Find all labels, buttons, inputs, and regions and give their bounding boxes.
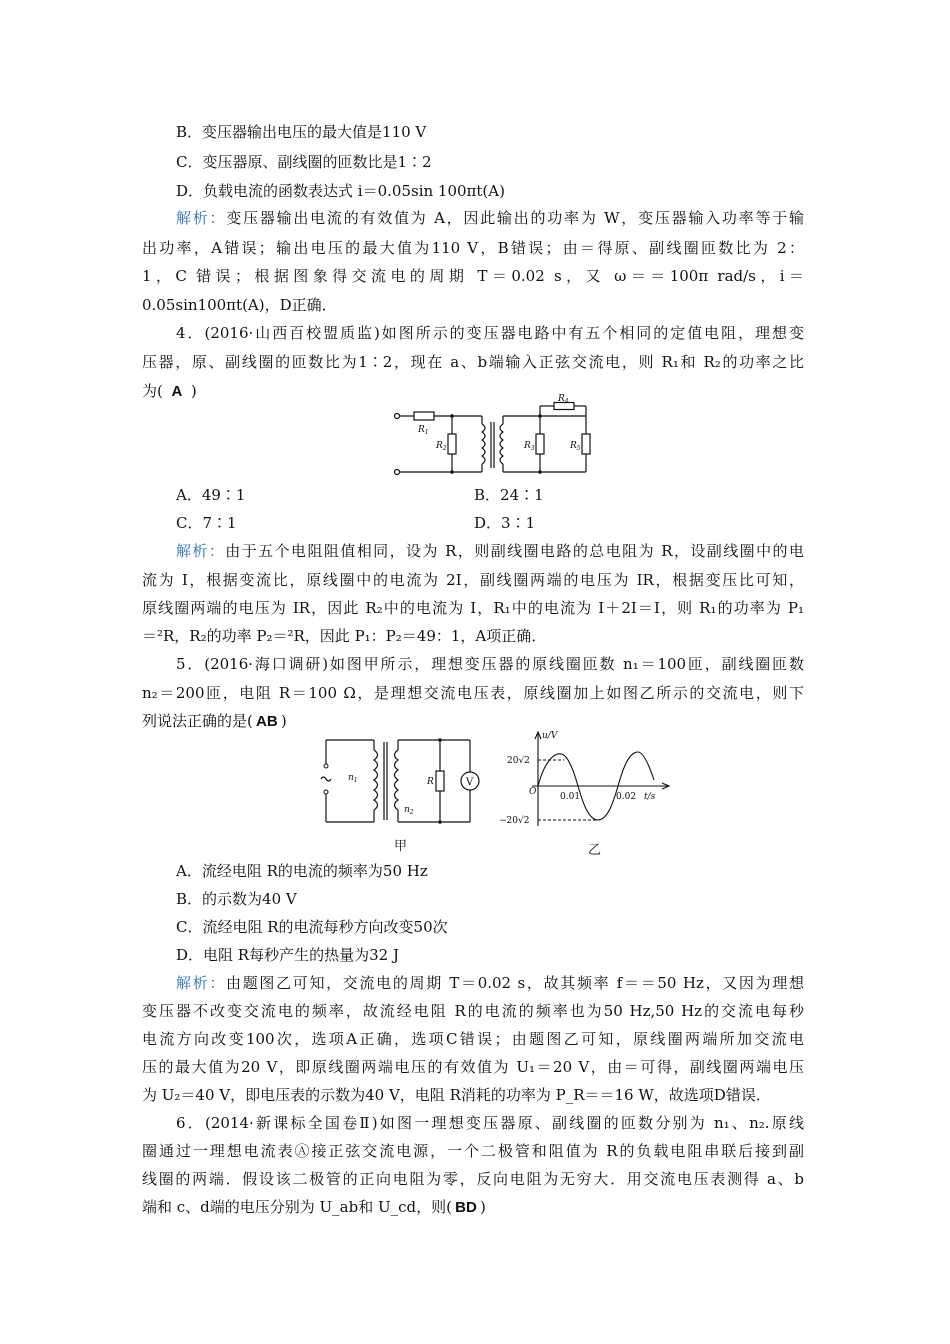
q3-option-b: B．变压器输出电压的最大值是110 V (176, 123, 427, 141)
label-r5: $R_5$ (570, 441, 581, 452)
q6-stem-line-4: 端和 c、d端的电压分别为 U_ab和 U_cd，则( BD ) (142, 1198, 486, 1216)
q5-answer: AB (256, 713, 278, 730)
q3-option-d: D．负载电流的函数表达式 i＝0.05sin 100πt(A) (176, 182, 505, 200)
q5-figure-yi-graph (498, 728, 676, 828)
q5-solution-line-2: 变压器不改变交流电的频率，故流经电阻 R的电流的频率也为50 Hz,50 Hz的交流电每秒 (142, 1002, 804, 1020)
q3-solution-line-3: 1，C 错误；根据图象得交流电的周期 T＝0.02 s，又 ω＝＝100π rad/s，i＝ (142, 267, 804, 285)
q4-solution-line-1: 解析：由于五个电阻阻值相同，设为 R，则副线圈电路的总电阻为 R，设副线圈中的电 (176, 542, 804, 560)
q5-option-b: B．的示数为40 V (176, 890, 297, 908)
y-tick-bottom: −20√2 (499, 816, 530, 826)
q5-solution-line-1: 解析：由题图乙可知，交流电的周期 T＝0.02 s，故其频率 f＝＝50 Hz，又因为理想 (176, 974, 804, 992)
q3-solution-line-4: 0.05sin100πt(A)，D正确． (142, 296, 337, 314)
voltmeter-label: V (466, 777, 474, 788)
q4-circuit-diagram (390, 394, 600, 478)
label-r4: $R_4$ (558, 394, 569, 405)
q5-stem-line-3: 列说法正确的是( AB ) (142, 712, 287, 730)
x-tick-2: 0.02 (616, 792, 637, 802)
q5-caption-yi: 乙 (588, 843, 602, 858)
q4-option-a: A．49∶1 (176, 486, 246, 504)
q5-solution-line-4: 压的最大值为20 V，即原线圈两端电压的有效值为 U₁＝20 V，由＝可得，副线圈两端电压 (142, 1058, 804, 1076)
x-tick-1: 0.01 (560, 792, 581, 802)
q6-stem-line-2: 圈通过一理想电流表Ⓐ接正弦交流电源，一个二极管和阻值为 R的负载电阻串联后接到副 (142, 1142, 804, 1160)
q5-stem-line-1: 5．(2016·海口调研)如图甲所示，理想变压器的原线圈匝数 n₁＝100匝，副线圈匝数 (176, 655, 804, 673)
q6-stem-line-3: 线圈的两端．假设该二极管的正向电阻为零，反向电阻为无穷大．用交流电压表测得 a、b (142, 1170, 804, 1188)
q4-solution-line-3: 原线圈两端的电压为 IR，因此 R₂中的电流为 I，R₁中的电流为 I＋2I＝I，则 R₁的功率为 P₁ (142, 599, 804, 617)
q4-stem-line-2: 压器，原、副线圈的匝数比为1∶2，现在 a、b端输入正弦交流电，则 R₁和 R₂的功率之比 (142, 353, 804, 371)
q5-stem-line-2: n₂＝200匝，电阻 R＝100 Ω，是理想交流电压表，原线圈加上如图乙所示的交流电，则下 (142, 684, 804, 702)
q4-option-b: B．24∶1 (474, 486, 544, 504)
label-r2: $R_2$ (436, 441, 447, 452)
solution-label: 解析： (176, 209, 227, 227)
label-r1: $R_1$ (418, 425, 429, 436)
q3-solution-line-1: 解析：变压器输出电流的有效值为 A，因此输出的功率为 W，变压器输入功率等于输 (176, 209, 804, 227)
origin-label: O (529, 787, 537, 797)
y-axis-label: u/V (542, 731, 558, 741)
solution-label: 解析： (176, 974, 227, 992)
q4-solution-line-2: 流为 I，根据变流比，原线圈中的电流为 2I，副线圈两端的电压为 IR，根据变压比可知， (142, 571, 804, 589)
label-n2: $n_2$ (404, 805, 414, 816)
q4-option-d: D．3∶1 (474, 514, 536, 532)
q5-option-d: D．电阻 R每秒产生的热量为32 J (176, 946, 399, 964)
q5-solution-line-5: 为 U₂＝40 V，即电压表的示数为40 V，电阻 R消耗的功率为 P_R＝＝16 W，故选项D错误． (142, 1086, 771, 1104)
q5-solution-line-3: 电流方向改变100次，选项A正确，选项C错误；由题图乙可知，原线圈两端所加交流电 (142, 1030, 804, 1048)
label-r: R (427, 777, 434, 787)
q5-figure-jia-circuit (316, 736, 486, 828)
q3-option-c: C．变压器原、副线圈的匝数比是1∶2 (176, 153, 432, 171)
solution-label: 解析： (176, 542, 226, 560)
q6-answer: BD (455, 1199, 477, 1216)
q4-option-c: C．7∶1 (176, 514, 237, 532)
x-axis-label: t/s (644, 792, 656, 802)
q5-caption-jia: 甲 (394, 839, 408, 854)
q4-stem-line-3: 为( A ) (142, 382, 197, 400)
q3-solution-line-2: 出功率，A错误；输出电压的最大值为110 V，B错误；由＝得原、副线圈匝数比为 2： (142, 239, 804, 257)
q4-answer: A (171, 383, 183, 400)
q5-option-c: C．流经电阻 R的电流每秒方向改变50次 (176, 918, 448, 936)
q4-stem-line-1: 4．(2016·山西百校盟质监)如图所示的变压器电路中有五个相同的定值电阻，理想变 (176, 324, 804, 342)
q4-solution-line-4: ＝²R，R₂的功率 P₂＝²R，因此 P₁：P₂＝49：1，A项正确． (142, 627, 547, 645)
label-r3: $R_3$ (524, 441, 535, 452)
label-n1: $n_1$ (348, 773, 358, 784)
q5-option-a: A．流经电阻 R的电流的频率为50 Hz (176, 862, 428, 880)
q6-stem-line-1: 6．(2014·新课标全国卷Ⅱ)如图一理想变压器原、副线圈的匝数分别为 n₁、n₂.原线 (176, 1114, 804, 1132)
y-tick-top: 20√2 (507, 756, 530, 766)
